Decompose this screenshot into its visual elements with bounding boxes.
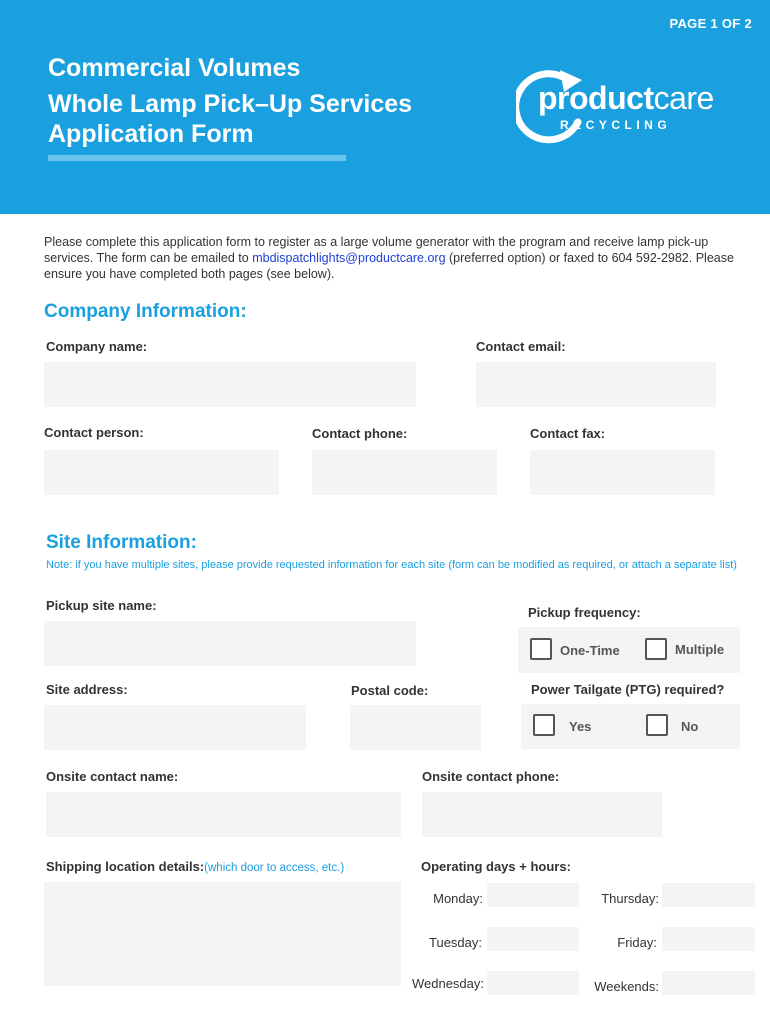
ptg-yes-label: Yes [569, 719, 592, 734]
form-title-line-3: Application Form [48, 120, 254, 148]
form-title-line-2: Whole Lamp Pick–Up Services [48, 90, 413, 118]
ptg-no-label: No [681, 719, 699, 734]
friday-field[interactable] [662, 927, 755, 951]
monday-field[interactable] [487, 883, 579, 907]
intro-text-part-1: Please complete this application form to register as a large volume generator with the program and receive lamp pick-up services. The form can be emailed to [44, 235, 709, 265]
onsite-contact-name-label: Onsite contact name: [46, 769, 179, 784]
logo-wordmark [538, 80, 714, 117]
operating-hours-label: Operating days + hours: [421, 859, 571, 874]
contact-email-field[interactable] [476, 362, 716, 407]
ptg-label: Power Tailgate (PTG) required? [531, 682, 725, 697]
frequency-multiple-label: Multiple [675, 642, 725, 657]
contact-email-label: Contact email: [476, 339, 566, 354]
form-title-line-1: Commercial Volumes [48, 54, 301, 82]
logo-word-product: product [538, 80, 654, 116]
shipping-hint: (which door to access, etc.) [204, 862, 345, 874]
productcare-logo [516, 66, 726, 146]
contact-phone-field[interactable] [312, 450, 497, 495]
weekends-label: Weekends: [594, 979, 659, 994]
contact-fax-label: Contact fax: [530, 426, 606, 441]
email-link[interactable]: mbdispatchlights@productcare.org [252, 251, 446, 265]
intro-text-part-2: (preferred option) or faxed to 604 592-2982. Please ensure you have completed both pages (see below). [44, 251, 734, 281]
site-note: Note: if you have multiple sites, please provide requested information for each site (form can be modified as required, or attach a separate list) [46, 559, 737, 571]
postal-code-label: Postal code: [351, 683, 429, 698]
frequency-multiple-checkbox[interactable] [645, 638, 667, 660]
shipping-label [46, 859, 344, 874]
wednesday-label: Wednesday: [411, 976, 484, 991]
tuesday-field[interactable] [487, 927, 579, 951]
onsite-contact-phone-label: Onsite contact phone: [422, 769, 560, 784]
onsite-contact-name-field[interactable] [46, 792, 401, 837]
shipping-label-text: Shipping location details: [46, 859, 205, 874]
frequency-one-time-label: One-Time [560, 643, 620, 658]
thursday-field[interactable] [662, 883, 755, 907]
thursday-label: Thursday: [601, 891, 659, 906]
contact-phone-label: Contact phone: [312, 426, 408, 441]
contact-person-label: Contact person: [44, 425, 144, 440]
pickup-site-name-field[interactable] [44, 621, 416, 666]
logo-recycling: RECYCLING [560, 118, 672, 132]
onsite-contact-phone-field[interactable] [422, 792, 662, 837]
logo-word-care: care [653, 80, 714, 116]
site-address-field[interactable] [44, 705, 306, 750]
company-name-label: Company name: [46, 339, 148, 354]
postal-code-field[interactable] [350, 705, 481, 750]
pickup-site-name-label: Pickup site name: [46, 598, 157, 613]
intro-text [44, 234, 734, 282]
weekends-field[interactable] [662, 971, 755, 995]
pickup-frequency-label: Pickup frequency: [528, 605, 641, 620]
site-address-label: Site address: [46, 682, 128, 697]
company-section-title: Company Information: [44, 301, 247, 322]
page-indicator: PAGE 1 OF 2 [669, 16, 752, 31]
frequency-one-time-checkbox[interactable] [530, 638, 552, 660]
friday-label: Friday: [617, 935, 657, 950]
site-section-title: Site Information: [46, 532, 197, 553]
ptg-no-checkbox[interactable] [646, 714, 668, 736]
tuesday-label: Tuesday: [429, 935, 482, 950]
ptg-yes-checkbox[interactable] [533, 714, 555, 736]
title-underline [48, 155, 346, 161]
shipping-details-field[interactable] [44, 882, 401, 986]
wednesday-field[interactable] [487, 971, 579, 995]
monday-label: Monday: [433, 891, 483, 906]
contact-fax-field[interactable] [530, 450, 715, 495]
contact-person-field[interactable] [44, 450, 279, 495]
company-name-field[interactable] [44, 362, 416, 407]
